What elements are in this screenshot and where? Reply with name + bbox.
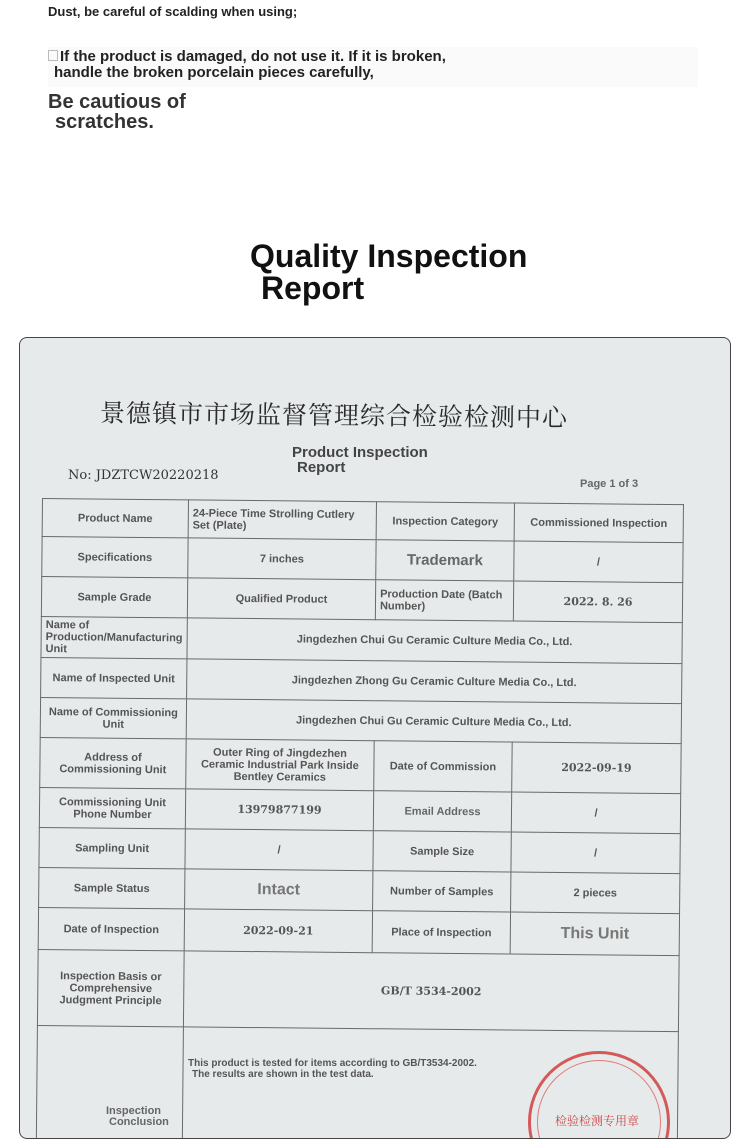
report-en-title [292, 445, 428, 475]
trademark-value: / [514, 541, 683, 583]
report-table [36, 498, 684, 1139]
conclusion-text-line2: The results are shown in the test data. [192, 1069, 374, 1080]
sampling-unit-value: / [185, 829, 374, 871]
conclusion-label-line2: Conclusion [109, 1116, 169, 1128]
page-number: Page 1 of 3 [580, 478, 639, 490]
email-label: Email Address [373, 791, 511, 832]
note-scalding: Dust, be careful of scalding when using; [48, 4, 298, 19]
product-name-value: 24-Piece Time Strolling Cutlery Set (Plate) [188, 500, 376, 540]
report-cn-title: 景德镇市市场监督管理综合检验检测中心 [99, 398, 569, 433]
sample-grade-label: Sample Grade [41, 577, 187, 618]
address-value: Outer Ring of Jingdezhen Ceramic Industrial Park Inside Bentley Ceramics [186, 739, 375, 791]
table-row [41, 616, 682, 663]
table-row [41, 577, 682, 623]
date-inspection-value: 2022-09-21 [184, 909, 373, 953]
table-row [39, 787, 680, 833]
table-row [39, 867, 680, 913]
address-label: Address of Commissioning Unit [40, 737, 186, 788]
note-damaged-line2: handle the broken porcelain pieces carefully, [54, 64, 374, 81]
date-commission-label: Date of Commission [374, 741, 512, 792]
production-date-label: Production Date (Batch Number) [375, 580, 513, 621]
table-row [38, 907, 679, 955]
basis-label: Inspection Basis or Comprehensive Judgment Principle [37, 949, 184, 1026]
sample-size-label: Sample Size [373, 831, 511, 872]
table-row [39, 827, 680, 873]
product-name-label: Product Name [42, 499, 188, 538]
table-row [42, 537, 683, 583]
email-value: / [511, 792, 680, 834]
report-number: No: JDZTCW20220218 [68, 468, 219, 483]
table-row [40, 737, 681, 793]
checkbox-glyph-icon [48, 50, 58, 61]
phone-value: 13979877199 [185, 789, 374, 831]
trademark-label: Trademark [376, 540, 514, 581]
inspection-report-photo [19, 337, 731, 1139]
caution-note [48, 92, 186, 132]
conclusion-label-line1: Inspection [106, 1105, 162, 1117]
date-commission-value: 2022-09-19 [512, 742, 681, 794]
specifications-label: Specifications [42, 537, 188, 578]
place-label: Place of Inspection [372, 911, 510, 954]
specifications-value: 7 inches [188, 538, 377, 580]
commissioning-unit-label: Name of Commissioning Unit [40, 697, 186, 738]
sample-status-value: Intact [184, 869, 373, 911]
report-en-title-line2: Report [297, 459, 346, 476]
conclusion-text-line1: This product is tested for items according to GB/T3534-2002. [188, 1058, 477, 1069]
table-row [37, 949, 679, 1031]
date-inspection-label: Date of Inspection [38, 907, 184, 950]
section-title-line2: Report [261, 270, 365, 306]
inspected-unit-label: Name of Inspected Unit [41, 657, 187, 698]
note-damaged [48, 47, 698, 87]
commissioning-unit-value: Jingdezhen Chui Gu Ceramic Culture Media Co., Ltd. [186, 699, 681, 744]
section-title-line1: Quality Inspection [250, 238, 528, 274]
table-row [41, 657, 682, 703]
section-title [250, 240, 527, 304]
table-row [42, 499, 683, 543]
caution-line2: scratches. [55, 111, 154, 133]
inspection-category-label: Inspection Category [376, 502, 514, 541]
manufacturer-label: Name of Production/Manufacturing Unit [41, 616, 187, 658]
inspection-category-value: Commissioned Inspection [514, 503, 683, 543]
num-samples-value: 2 pieces [511, 872, 680, 914]
place-value: This Unit [510, 912, 679, 956]
sample-grade-value: Qualified Product [187, 578, 376, 620]
basis-value: GB/T 3534-2002 [183, 951, 679, 1032]
sample-status-label: Sample Status [39, 867, 185, 908]
table-row [40, 697, 681, 743]
note-damaged-line1: If the product is damaged, do not use it. If it is broken, [60, 48, 446, 65]
inspected-unit-value: Jingdezhen Zhong Gu Ceramic Culture Media Co., Ltd. [186, 659, 681, 704]
production-date-value: 2022. 8. 26 [513, 581, 682, 623]
report-en-title-line1: Product Inspection [292, 444, 428, 461]
conclusion-label [106, 1106, 169, 1128]
sample-size-value: / [511, 832, 680, 874]
usage-notes [48, 4, 708, 87]
conclusion-text [188, 1058, 477, 1080]
phone-label: Commissioning Unit Phone Number [39, 787, 185, 828]
num-samples-label: Number of Samples [373, 871, 511, 912]
seal-text: 检验检测专用章 [555, 1114, 640, 1128]
caution-line1: Be cautious of [48, 91, 186, 113]
sampling-unit-label: Sampling Unit [39, 827, 185, 868]
manufacturer-value: Jingdezhen Chui Gu Ceramic Culture Media Co., Ltd. [187, 618, 682, 664]
